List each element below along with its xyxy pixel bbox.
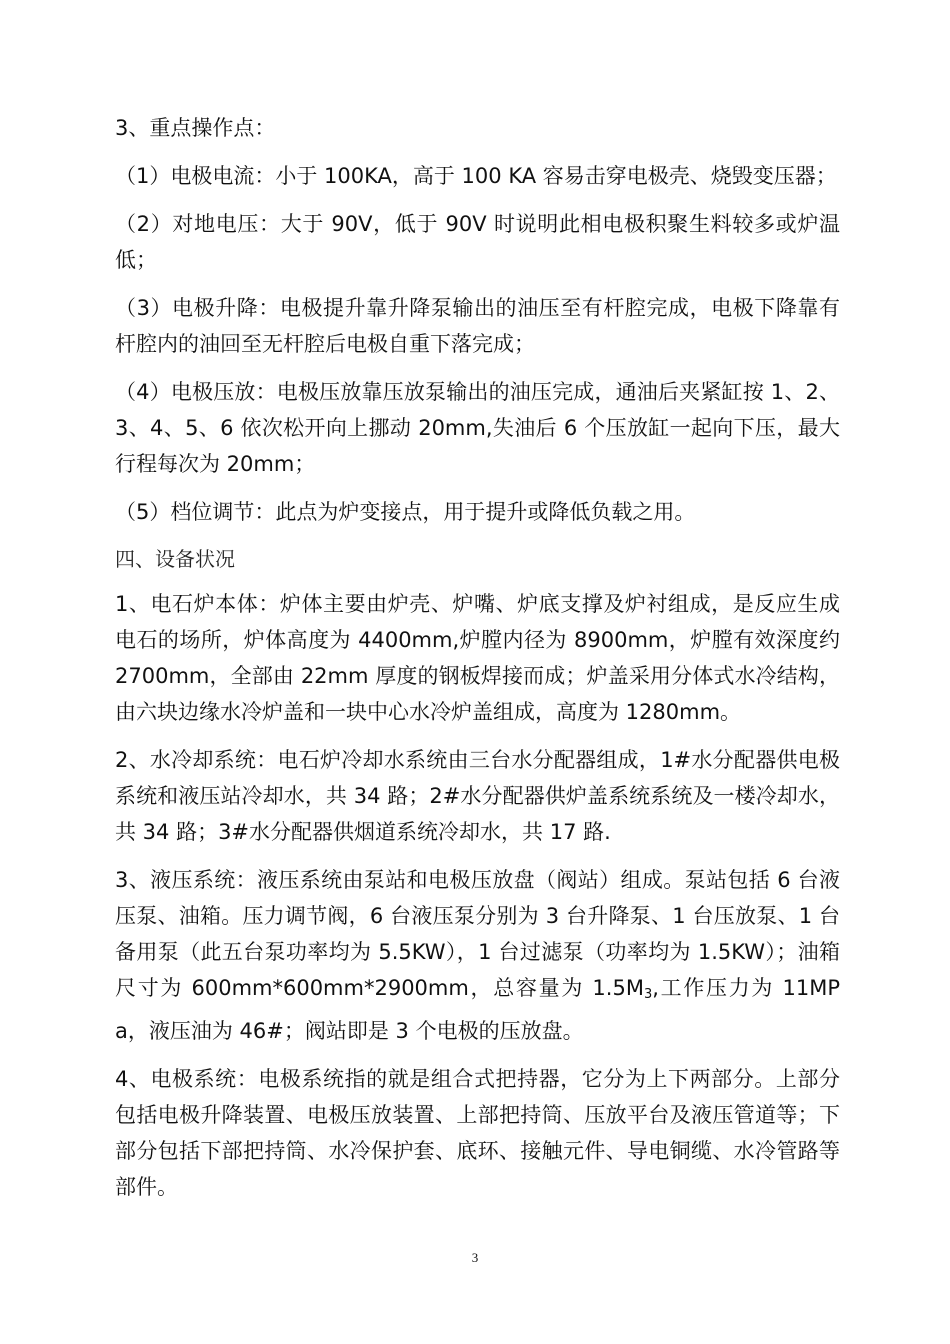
page-number: 3: [471, 1250, 479, 1265]
hydraulic-text-part-2: ,工作压力为 11MPa，液压油为 46#；阀站即是 3 个电极的压放盘。: [115, 976, 841, 1043]
equipment-1-furnace-body: 1、电石炉本体：炉体主要由炉壳、炉嘴、炉底支撑及炉衬组成，是反应生成电石的场所，炉体高度为 4400mm,炉膛内径为 8900mm，炉膛有效深度约 2700mm，全部由 22mm 厚度的钢板焊接而成；炉盖采用分体式水冷结构，由六块边缘水冷炉盖和一块中心水冷炉盖组成，高度为 1280mm。: [115, 592, 840, 724]
operation-point-4: （4）电极压放：电极压放靠压放泵输出的油压完成，通油后夹紧缸按 1、2、3、4、5、6 依次松开向上挪动 20mm,失油后 6 个压放缸一起向下压，最大行程每次为 20mm；: [115, 380, 840, 476]
equipment-3-hydraulic: [115, 862, 840, 1049]
section-3-heading: 3、重点操作点：: [115, 116, 276, 140]
volume-unit-subscript: 3: [643, 987, 653, 1002]
operation-point-3: （3）电极升降：电极提升靠升降泵输出的油压至有杆腔完成，电极下降靠有杆腔内的油回至无杆腔后电极自重下落完成；: [115, 296, 840, 356]
section-4-heading: 四、设备状况: [115, 547, 235, 571]
equipment-4-electrode: 4、电极系统：电极系统指的就是组合式把持器，它分为上下两部分。上部分包括电极升降装置、电极压放装置、上部把持筒、压放平台及液压管道等；下部分包括下部把持筒、水冷保护套、底环、接触元件、导电铜缆、水冷管路等部件。: [115, 1067, 840, 1199]
operation-point-5: （5）档位调节：此点为炉变接点，用于提升或降低负载之用。: [115, 500, 696, 524]
operation-point-1: （1）电极电流：小于 100KA，高于 100 KA 容易击穿电极壳、烧毁变压器；: [115, 164, 837, 188]
equipment-2-water-cooling: 2、水冷却系统：电石炉冷却水系统由三台水分配器组成，1#水分配器供电极系统和液压站冷却水，共 34 路；2#水分配器供炉盖系统系统及一楼冷却水，共 34 路；3#水分配器供烟道系统冷却水，共 17 路.: [115, 748, 840, 844]
operation-point-2: （2）对地电压：大于 90V，低于 90V 时说明此相电极积聚生料较多或炉温低；: [115, 212, 840, 272]
document-body: [115, 110, 840, 1217]
hydraulic-text-part-1: 3、液压系统：液压系统由泵站和电极压放盘（阀站）组成。泵站包括 6 台液压泵、油箱。压力调节阀，6 台液压泵分别为 3 台升降泵、1 台压放泵、1 台备用泵（此五台泵功率均为 5.5KW），1 台过滤泵（功率均为 1.5KW）；油箱尺寸为 600mm*600mm*2900mm，总容量为 1.5M: [115, 868, 840, 1000]
